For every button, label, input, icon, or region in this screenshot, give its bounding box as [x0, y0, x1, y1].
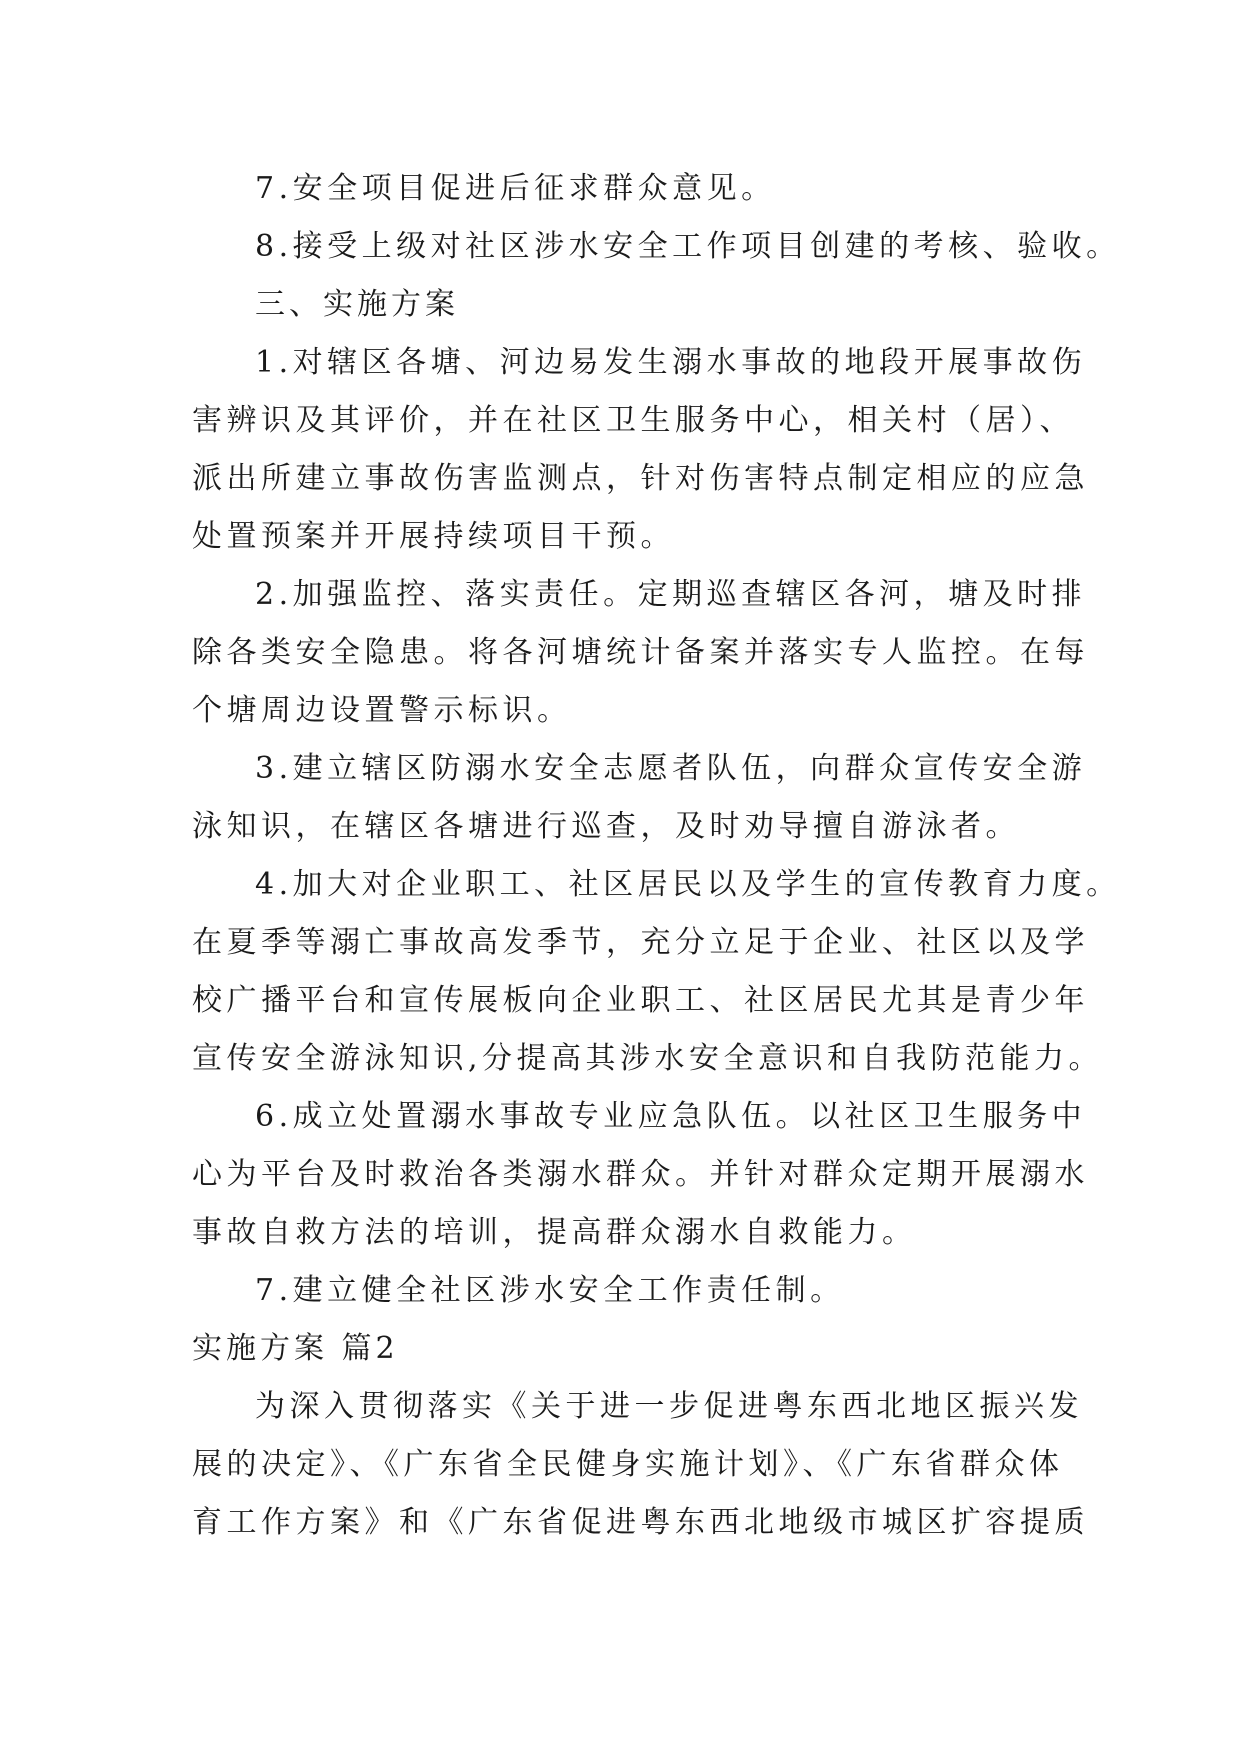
text-line: 除各类安全隐患。将各河塘统计备案并落实专人监控。在每	[192, 635, 1089, 670]
text-line: 展的决定》、《广东省全民健身实施计划》、《广东省群众体	[192, 1447, 1064, 1482]
text-line: 3.建立辖区防溺水安全志愿者队伍，向群众宣传安全游	[255, 751, 1087, 786]
text-line: 6.成立处置溺水事故专业应急队伍。以社区卫生服务中	[255, 1099, 1087, 1134]
text-line: 2.加强监控、落实责任。定期巡查辖区各河，塘及时排	[255, 577, 1087, 612]
text-line: 派出所建立事故伤害监测点，针对伤害特点制定相应的应急	[192, 461, 1089, 496]
text-line: 宣传安全游泳知识,分提高其涉水安全意识和自我防范能力。	[192, 1041, 1104, 1076]
text-line: 7.安全项目促进后征求群众意见。	[255, 171, 776, 206]
text-line: 育工作方案》和《广东省促进粤东西北地级市城区扩容提质	[192, 1505, 1089, 1540]
text-line: 心为平台及时救治各类溺水群众。并针对群众定期开展溺水	[192, 1157, 1089, 1192]
text-line: 1.对辖区各塘、河边易发生溺水事故的地段开展事故伤	[255, 345, 1087, 380]
document-body	[192, 160, 1121, 1552]
text-line: 为深入贯彻落实《关于进一步促进粤东西北地区振兴发	[255, 1389, 1083, 1424]
text-line: 校广播平台和宣传展板向企业职工、社区居民尤其是青少年	[192, 983, 1089, 1018]
text-line: 泳知识，在辖区各塘进行巡查，及时劝导擅自游泳者。	[192, 809, 1020, 844]
text-line: 8.接受上级对社区涉水安全工作项目创建的考核、验收。	[255, 229, 1121, 264]
text-line: 害辨识及其评价，并在社区卫生服务中心，相关村（居）、	[192, 403, 1074, 438]
text-line: 处置预案并开展持续项目干预。	[192, 519, 675, 554]
text-line: 在夏季等溺亡事故高发季节，充分立足于企业、社区以及学	[192, 925, 1089, 960]
article-title: 实施方案 篇2	[192, 1331, 399, 1366]
text-line: 4.加大对企业职工、社区居民以及学生的宣传教育力度。	[255, 867, 1121, 902]
text-line: 7.建立健全社区涉水安全工作责任制。	[255, 1273, 845, 1308]
text-line: 事故自救方法的培训，提高群众溺水自救能力。	[192, 1215, 917, 1250]
text-line: 个塘周边设置警示标识。	[192, 693, 572, 728]
section-heading: 三、实施方案	[255, 287, 459, 322]
